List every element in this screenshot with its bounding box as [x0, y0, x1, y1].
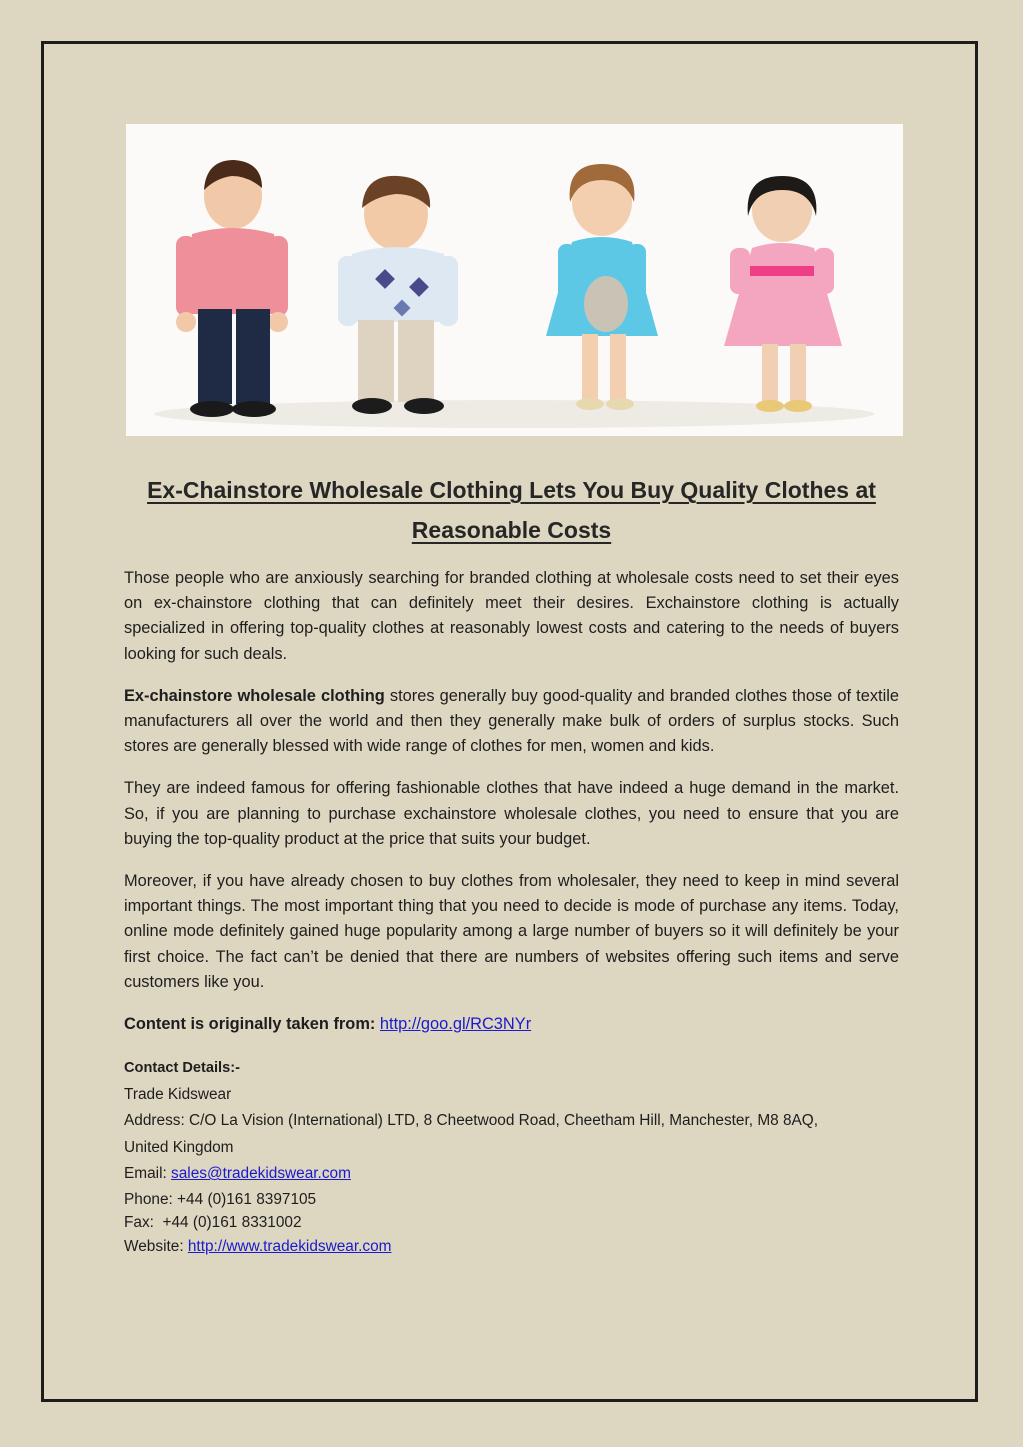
website-line: [124, 1235, 899, 1259]
email-line: [124, 1161, 899, 1188]
website-label: Website:: [124, 1237, 188, 1255]
kids-photo: [126, 124, 903, 436]
email-label: Email:: [124, 1165, 172, 1183]
email-link[interactable]: sales@tradekidswear.com: [171, 1165, 351, 1183]
keyword-text: Ex-chainstore wholesale clothing: [124, 686, 385, 705]
company-name: Trade Kidswear: [124, 1085, 232, 1103]
source-label: Content is originally taken from:: [124, 1015, 376, 1034]
paragraph-2: [124, 684, 899, 760]
address-line-1: Address: C/O La Vision (International) LTD, 8 Cheetwood Road, Cheetham Hill, Manchester, M8 8AQ,: [124, 1112, 819, 1130]
contact-details: [124, 1055, 899, 1258]
paragraph-3: They are indeed famous for offering fashionable clothes that have indeed a huge demand in the market. So, if you are planning to purchase exchainstore wholesale clothes, you need to ensure that you are buying the top-quality product at the price that suits your budget.: [124, 779, 899, 848]
paragraph-1: Those people who are anxiously searching for branded clothing at wholesale costs need to set their eyes on ex-chainstore clothing that can definitely meet their desires. Exchainstore clothing is actually specialized in offering top-quality clothes at reasonably lowest costs and catering to the needs of buyers looking for such deals.: [124, 569, 899, 663]
website-link[interactable]: http://www.tradekidswear.com: [187, 1237, 392, 1255]
source-link[interactable]: http://goo.gl/RC3NYr: [379, 1015, 532, 1034]
article-title: Ex-Chainstore Wholesale Clothing Lets You Buy Quality Clothes at Reasonable Costs: [147, 477, 876, 543]
contact-heading: Contact Details:-: [124, 1060, 240, 1077]
hero-image: [126, 124, 903, 436]
article-body: [124, 566, 899, 1258]
source-line: [124, 1012, 899, 1037]
phone-line: Phone: +44 (0)161 8397105: [124, 1190, 317, 1208]
address-line-2: United Kingdom: [124, 1138, 234, 1156]
fax-line: Fax: +44 (0)161 8331002: [124, 1214, 302, 1232]
paragraph-4: Moreover, if you have already chosen to buy clothes from wholesaler, they need to keep in mind several important things. The most important thing that you need to decide is mode of purchase any items. Today, online mode definitely gained huge popularity among a large number of buyers so it will definitely be your first choice. The fact can’t be denied that there are numbers of websites offering such items and serve customers like you.: [124, 872, 899, 991]
paragraph-2-text: stores generally buy good-quality and branded clothes those of textile manufacturers all over the world and then they generally make bulk of orders of surplus stocks. Such stores are generally blessed with wide range of clothes for men, women and kids.: [124, 686, 900, 756]
